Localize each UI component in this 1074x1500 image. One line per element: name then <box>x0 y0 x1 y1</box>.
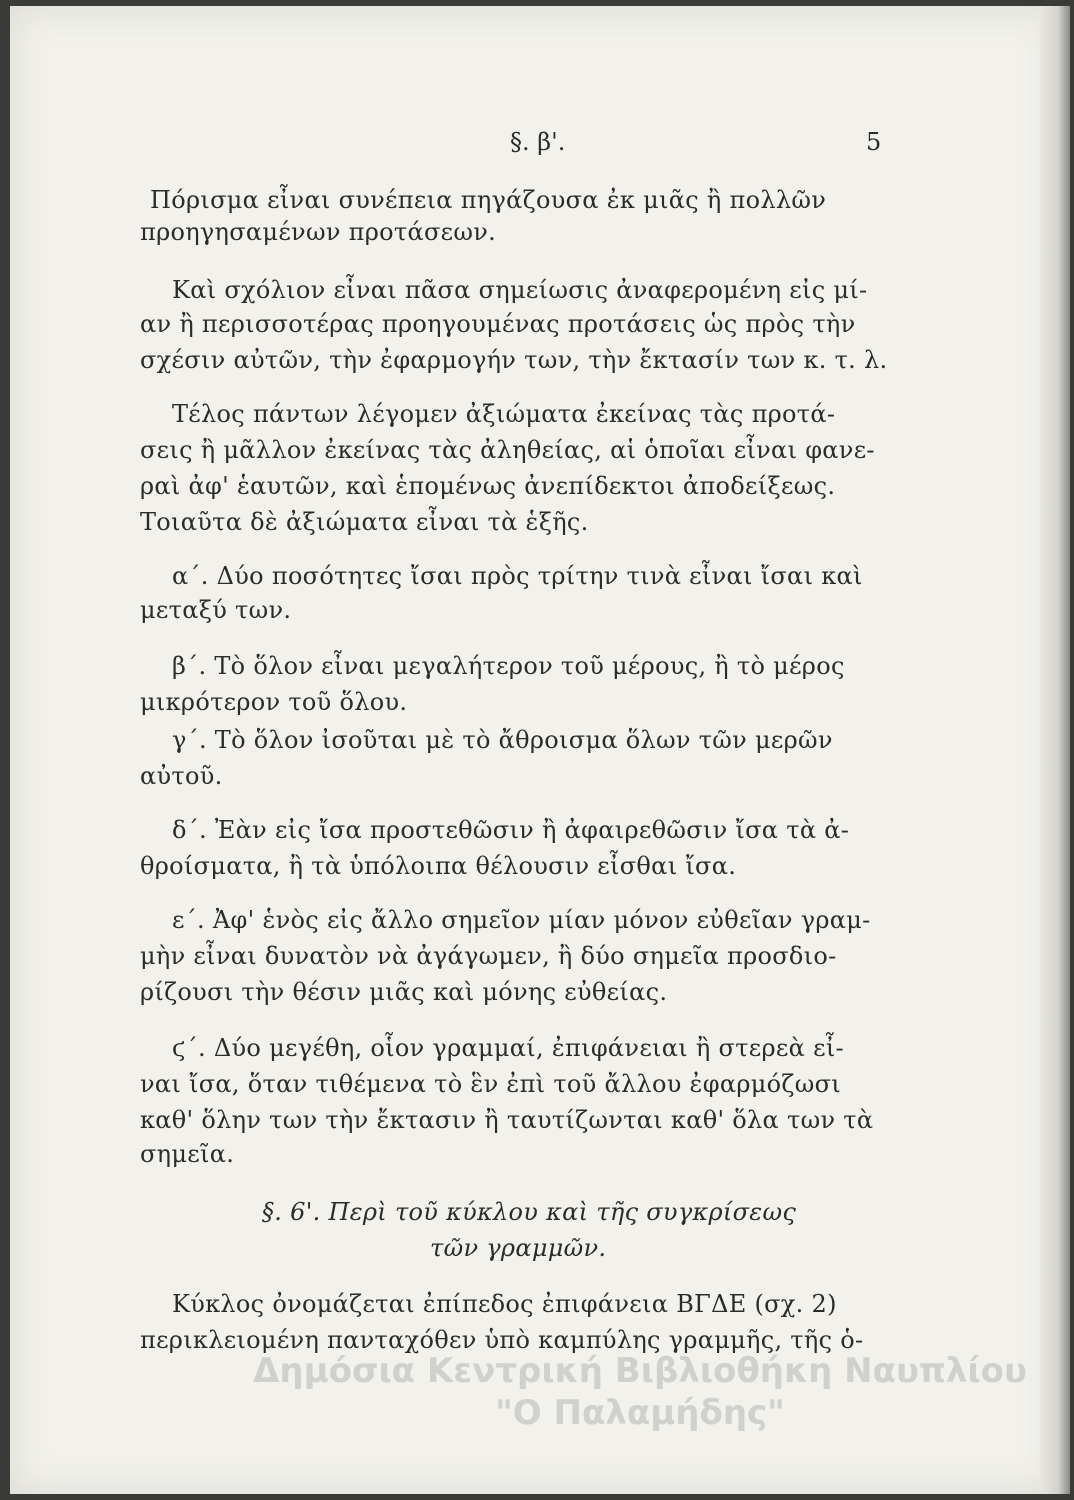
text-line: α΄. Δύο ποσότητες ἴσαι πρὸς τρίτην τινὰ εἶναι ἴσαι καὶ <box>172 562 863 590</box>
text-line: σχέσιν αὐτῶν, τὴν ἐφαρμογήν των, τὴν ἔκτασίν των κ. τ. λ. <box>140 346 888 374</box>
text-line: σημεῖα. <box>140 1140 235 1168</box>
text-line: θροίσματα, ἢ τὰ ὑπόλοιπα θέλουσιν εἶσθαι ἴσα. <box>140 852 737 880</box>
text-line: Πόρισμα εἶναι συνέπεια πηγάζουσα ἐκ μιᾶς ἢ πολλῶν <box>150 186 827 214</box>
text-line: μικρότερον τοῦ ὅλου. <box>140 688 408 716</box>
page-edge <box>1040 6 1070 1494</box>
text-line: Καὶ σχόλιον εἶναι πᾶσα σημείωσις ἀναφερομένη εἰς μί- <box>172 276 868 304</box>
text-line: προηγησαμένων προτάσεων. <box>140 218 497 246</box>
text-line: δ΄. Ἐὰν εἰς ἴσα προστεθῶσιν ἢ ἀφαιρεθῶσιν ἴσα τὰ ἀ- <box>172 816 850 844</box>
section-mark: §. β'. <box>510 128 566 156</box>
text-line: αν ἢ περισσοτέρας προηγουμένας προτάσεις ὡς πρὸς τὴν <box>140 310 856 338</box>
text-line: ναι ἴσα, ὅταν τιθέμενα τὸ ἓν ἐπὶ τοῦ ἄλλου ἐφαρμόζωσι <box>140 1070 841 1098</box>
text-line: περικλειομένη πανταχόθεν ὑπὸ καμπύλης γραμμῆς, τῆς ὁ- <box>140 1326 864 1354</box>
watermark-line: Δημόσια Κεντρική Βιβλιοθήκη Ναυπλίου <box>253 1351 1027 1391</box>
text-line: αὐτοῦ. <box>140 762 223 790</box>
text-line: Τέλος πάντων λέγομεν ἀξιώματα ἐκείνας τὰς προτά- <box>172 400 836 428</box>
text-line: ραὶ ἀφ' ἑαυτῶν, καὶ ἑπομένως ἀνεπίδεκτοι ἀποδείξεως. <box>140 472 836 500</box>
text-line: γ΄. Τὸ ὅλον ἰσοῦται μὲ τὸ ἄθροισμα ὅλων τῶν μερῶν <box>172 726 833 754</box>
text-line: Κύκλος ὀνομάζεται ἐπίπεδος ἐπιφάνεια ΒΓΔΕ (σχ. 2) <box>172 1290 837 1318</box>
text-line: Τοιαῦτα δὲ ἀξιώματα εἶναι τὰ ἑξῆς. <box>140 508 589 536</box>
watermark-line: "Ο Παλαμήδης" <box>495 1393 785 1433</box>
text-line: ρίζουσι τὴν θέσιν μιᾶς καὶ μόνης εὐθείας. <box>140 978 668 1006</box>
text-line: σεις ἢ μᾶλλον ἐκείνας τὰς ἀληθείας, αἱ ὁποῖαι εἶναι φανε- <box>140 436 875 464</box>
text-line: ε΄. Ἀφ' ἑνὸς εἰς ἄλλο σημεῖον μίαν μόνον εὐθεῖαν γραμ- <box>172 906 871 934</box>
text-line: β΄. Τὸ ὅλον εἶναι μεγαλήτερον τοῦ μέρους, ἢ τὸ μέρος <box>172 652 845 680</box>
page-number: 5 <box>866 128 882 156</box>
text-line: μεταξύ των. <box>140 596 292 624</box>
section-title-continued: τῶν γραμμῶν. <box>430 1234 607 1262</box>
text-line: καθ' ὅλην των τὴν ἔκτασιν ἢ ταυτίζωνται καθ' ὅλα των τὰ <box>140 1106 874 1134</box>
text-line: μὴν εἶναι δυνατὸν νὰ ἀγάγωμεν, ἢ δύο σημεῖα προσδιο- <box>140 942 837 970</box>
text-line: ϛ΄. Δύο μεγέθη, οἷον γραμμαί, ἐπιφάνειαι ἢ στερεὰ εἶ- <box>172 1034 844 1062</box>
section-title: §. 6'. Περὶ τοῦ κύκλου καὶ τῆς συγκρίσεως <box>262 1198 797 1226</box>
library-watermark <box>230 1350 1050 1434</box>
